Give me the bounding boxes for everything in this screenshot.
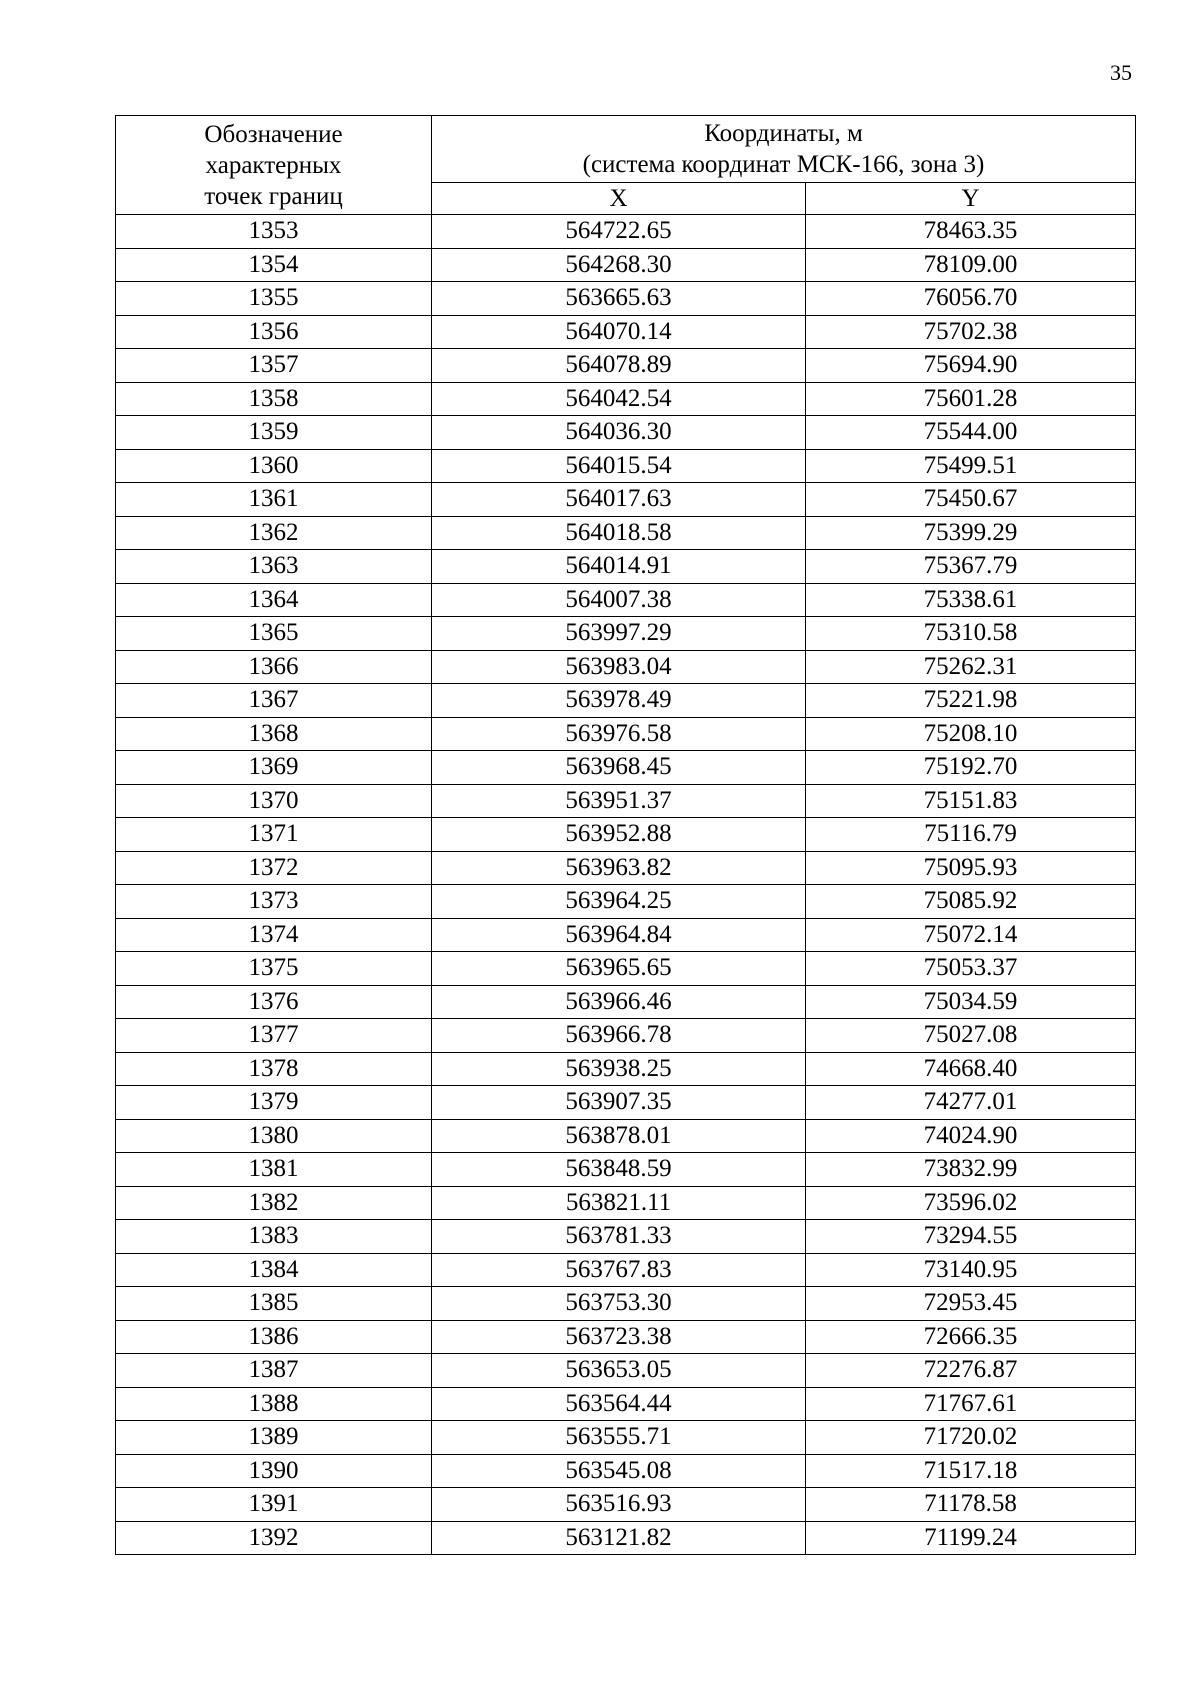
y-coordinate-cell: 75221.98 <box>806 684 1136 718</box>
x-coordinate-cell: 564036.30 <box>432 416 806 450</box>
point-id-cell: 1353 <box>116 215 432 249</box>
table-row <box>116 550 1136 584</box>
table-row <box>116 1052 1136 1086</box>
point-id-cell: 1390 <box>116 1454 432 1488</box>
y-coordinate-cell: 74668.40 <box>806 1052 1136 1086</box>
table-row <box>116 617 1136 651</box>
table-body <box>116 215 1136 1555</box>
x-coordinate-cell: 564015.54 <box>432 449 806 483</box>
y-coordinate-cell: 76056.70 <box>806 282 1136 316</box>
table-row <box>116 784 1136 818</box>
y-coordinate-cell: 78463.35 <box>806 215 1136 249</box>
table-row <box>116 215 1136 249</box>
table-row <box>116 952 1136 986</box>
x-coordinate-cell: 563753.30 <box>432 1287 806 1321</box>
y-coordinate-cell: 75053.37 <box>806 952 1136 986</box>
table-row <box>116 1086 1136 1120</box>
x-coordinate-cell: 563781.33 <box>432 1220 806 1254</box>
point-id-cell: 1373 <box>116 885 432 919</box>
y-coordinate-cell: 75601.28 <box>806 382 1136 416</box>
y-coordinate-cell: 73596.02 <box>806 1186 1136 1220</box>
table-row <box>116 1421 1136 1455</box>
point-id-cell: 1377 <box>116 1019 432 1053</box>
point-header-line-1: Обозначение <box>204 120 343 148</box>
x-coordinate-cell: 564017.63 <box>432 483 806 517</box>
point-id-cell: 1374 <box>116 918 432 952</box>
point-header-line-3: точек границ <box>204 182 343 210</box>
table-row <box>116 382 1136 416</box>
table-row <box>116 1186 1136 1220</box>
table-row <box>116 1454 1136 1488</box>
y-coordinate-cell: 75694.90 <box>806 349 1136 383</box>
y-coordinate-cell: 75116.79 <box>806 818 1136 852</box>
point-id-cell: 1362 <box>116 516 432 550</box>
y-coordinate-cell: 74024.90 <box>806 1119 1136 1153</box>
x-coordinate-cell: 563121.82 <box>432 1521 806 1555</box>
y-coordinate-cell: 71178.58 <box>806 1488 1136 1522</box>
table-row <box>116 516 1136 550</box>
point-header-line-2: характерных <box>205 151 342 179</box>
point-id-cell: 1365 <box>116 617 432 651</box>
y-coordinate-cell: 73294.55 <box>806 1220 1136 1254</box>
point-id-cell: 1358 <box>116 382 432 416</box>
y-coordinate-cell: 75338.61 <box>806 583 1136 617</box>
y-column-header: Y <box>806 183 1136 215</box>
x-coordinate-cell: 563964.25 <box>432 885 806 919</box>
y-coordinate-cell: 75095.93 <box>806 851 1136 885</box>
table-row <box>116 282 1136 316</box>
table-row <box>116 1153 1136 1187</box>
x-coordinate-cell: 564018.58 <box>432 516 806 550</box>
point-id-cell: 1384 <box>116 1253 432 1287</box>
table-row <box>116 1119 1136 1153</box>
point-id-cell: 1391 <box>116 1488 432 1522</box>
y-coordinate-cell: 72666.35 <box>806 1320 1136 1354</box>
y-coordinate-cell: 72953.45 <box>806 1287 1136 1321</box>
table-row <box>116 1387 1136 1421</box>
table-row <box>116 650 1136 684</box>
point-id-cell: 1367 <box>116 684 432 718</box>
point-id-cell: 1359 <box>116 416 432 450</box>
x-coordinate-cell: 563555.71 <box>432 1421 806 1455</box>
y-coordinate-cell: 75262.31 <box>806 650 1136 684</box>
point-id-cell: 1378 <box>116 1052 432 1086</box>
table-row <box>116 751 1136 785</box>
y-coordinate-cell: 78109.00 <box>806 248 1136 282</box>
y-coordinate-cell: 74277.01 <box>806 1086 1136 1120</box>
y-coordinate-cell: 71767.61 <box>806 1387 1136 1421</box>
coordinates-header-line-2: (система координат МСК-166, зона 3) <box>582 151 985 178</box>
x-coordinate-cell: 563516.93 <box>432 1488 806 1522</box>
point-id-cell: 1370 <box>116 784 432 818</box>
table-row <box>116 248 1136 282</box>
x-coordinate-cell: 563564.44 <box>432 1387 806 1421</box>
table-row <box>116 349 1136 383</box>
point-id-cell: 1368 <box>116 717 432 751</box>
coordinates-group-header <box>432 116 1136 183</box>
point-id-cell: 1375 <box>116 952 432 986</box>
point-id-cell: 1376 <box>116 985 432 1019</box>
y-coordinate-cell: 75450.67 <box>806 483 1136 517</box>
point-id-cell: 1385 <box>116 1287 432 1321</box>
table-row <box>116 1521 1136 1555</box>
point-id-cell: 1382 <box>116 1186 432 1220</box>
y-coordinate-cell: 75192.70 <box>806 751 1136 785</box>
x-coordinate-cell: 563848.59 <box>432 1153 806 1187</box>
point-id-cell: 1363 <box>116 550 432 584</box>
x-coordinate-cell: 563665.63 <box>432 282 806 316</box>
y-coordinate-cell: 75072.14 <box>806 918 1136 952</box>
y-coordinate-cell: 75085.92 <box>806 885 1136 919</box>
coordinates-header-line-1: Координаты, м <box>704 120 863 147</box>
point-id-cell: 1379 <box>116 1086 432 1120</box>
x-coordinate-cell: 563965.65 <box>432 952 806 986</box>
x-coordinate-cell: 563767.83 <box>432 1253 806 1287</box>
x-coordinate-cell: 564268.30 <box>432 248 806 282</box>
x-coordinate-cell: 563968.45 <box>432 751 806 785</box>
x-coordinate-cell: 563653.05 <box>432 1354 806 1388</box>
x-coordinate-cell: 563966.78 <box>432 1019 806 1053</box>
x-coordinate-cell: 563952.88 <box>432 818 806 852</box>
point-id-cell: 1354 <box>116 248 432 282</box>
point-id-cell: 1392 <box>116 1521 432 1555</box>
x-coordinate-cell: 563545.08 <box>432 1454 806 1488</box>
y-coordinate-cell: 73832.99 <box>806 1153 1136 1187</box>
x-coordinate-cell: 563964.84 <box>432 918 806 952</box>
x-coordinate-cell: 563821.11 <box>432 1186 806 1220</box>
x-column-header: X <box>432 183 806 215</box>
table-row <box>116 1320 1136 1354</box>
point-id-cell: 1364 <box>116 583 432 617</box>
x-coordinate-cell: 563878.01 <box>432 1119 806 1153</box>
y-coordinate-cell: 75399.29 <box>806 516 1136 550</box>
x-coordinate-cell: 563978.49 <box>432 684 806 718</box>
point-id-cell: 1366 <box>116 650 432 684</box>
table-row <box>116 851 1136 885</box>
point-id-cell: 1357 <box>116 349 432 383</box>
point-id-cell: 1369 <box>116 751 432 785</box>
point-id-cell: 1386 <box>116 1320 432 1354</box>
x-coordinate-cell: 564042.54 <box>432 382 806 416</box>
table-row <box>116 315 1136 349</box>
point-id-cell: 1381 <box>116 1153 432 1187</box>
table-header <box>116 116 1136 215</box>
x-coordinate-cell: 564007.38 <box>432 583 806 617</box>
point-id-cell: 1360 <box>116 449 432 483</box>
coordinates-table <box>115 115 1136 1555</box>
point-id-cell: 1372 <box>116 851 432 885</box>
y-coordinate-cell: 71720.02 <box>806 1421 1136 1455</box>
table-row <box>116 1019 1136 1053</box>
y-coordinate-cell: 75702.38 <box>806 315 1136 349</box>
point-designation-header <box>116 116 432 215</box>
y-coordinate-cell: 73140.95 <box>806 1253 1136 1287</box>
table-row <box>116 583 1136 617</box>
x-coordinate-cell: 563997.29 <box>432 617 806 651</box>
point-id-cell: 1356 <box>116 315 432 349</box>
point-id-cell: 1389 <box>116 1421 432 1455</box>
point-id-cell: 1355 <box>116 282 432 316</box>
y-coordinate-cell: 75544.00 <box>806 416 1136 450</box>
x-coordinate-cell: 563938.25 <box>432 1052 806 1086</box>
table-row <box>116 1220 1136 1254</box>
y-coordinate-cell: 72276.87 <box>806 1354 1136 1388</box>
table-row <box>116 483 1136 517</box>
table-row <box>116 918 1136 952</box>
table-row <box>116 449 1136 483</box>
table-row <box>116 885 1136 919</box>
table-row <box>116 1354 1136 1388</box>
table-row <box>116 818 1136 852</box>
point-id-cell: 1361 <box>116 483 432 517</box>
table-row <box>116 1488 1136 1522</box>
table-row <box>116 717 1136 751</box>
table-row <box>116 1253 1136 1287</box>
x-coordinate-cell: 563983.04 <box>432 650 806 684</box>
point-id-cell: 1371 <box>116 818 432 852</box>
y-coordinate-cell: 75027.08 <box>806 1019 1136 1053</box>
point-id-cell: 1380 <box>116 1119 432 1153</box>
y-coordinate-cell: 75208.10 <box>806 717 1136 751</box>
x-coordinate-cell: 563976.58 <box>432 717 806 751</box>
table-row <box>116 1287 1136 1321</box>
y-coordinate-cell: 71517.18 <box>806 1454 1136 1488</box>
table-row <box>116 684 1136 718</box>
x-coordinate-cell: 564070.14 <box>432 315 806 349</box>
point-id-cell: 1388 <box>116 1387 432 1421</box>
x-coordinate-cell: 563907.35 <box>432 1086 806 1120</box>
y-coordinate-cell: 75499.51 <box>806 449 1136 483</box>
x-coordinate-cell: 563966.46 <box>432 985 806 1019</box>
point-id-cell: 1387 <box>116 1354 432 1388</box>
x-coordinate-cell: 564078.89 <box>432 349 806 383</box>
table-row <box>116 985 1136 1019</box>
x-coordinate-cell: 564722.65 <box>432 215 806 249</box>
table-row <box>116 416 1136 450</box>
x-coordinate-cell: 563963.82 <box>432 851 806 885</box>
y-coordinate-cell: 71199.24 <box>806 1521 1136 1555</box>
y-coordinate-cell: 75367.79 <box>806 550 1136 584</box>
x-coordinate-cell: 563951.37 <box>432 784 806 818</box>
y-coordinate-cell: 75151.83 <box>806 784 1136 818</box>
point-id-cell: 1383 <box>116 1220 432 1254</box>
page-number: 35 <box>1110 60 1132 85</box>
y-coordinate-cell: 75310.58 <box>806 617 1136 651</box>
x-coordinate-cell: 564014.91 <box>432 550 806 584</box>
y-coordinate-cell: 75034.59 <box>806 985 1136 1019</box>
x-coordinate-cell: 563723.38 <box>432 1320 806 1354</box>
